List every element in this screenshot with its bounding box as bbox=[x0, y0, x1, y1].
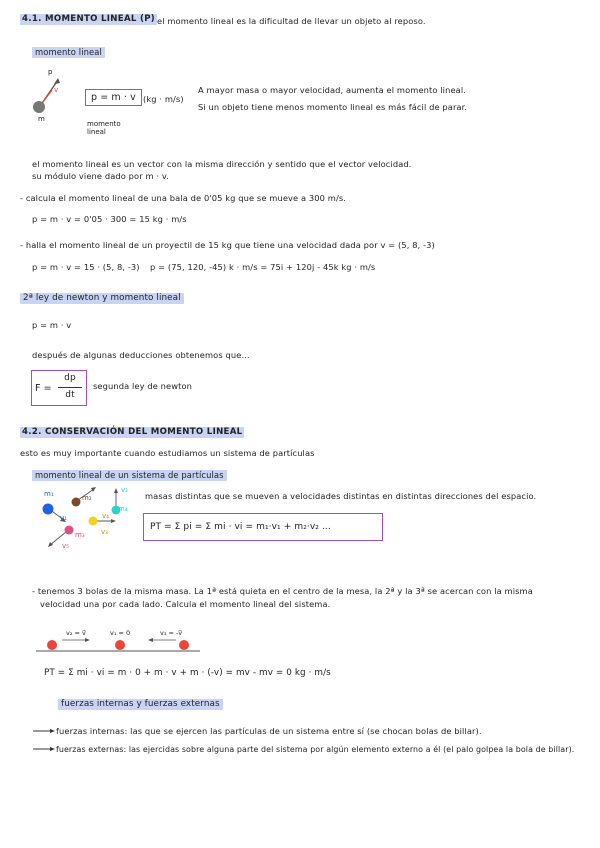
section-1-title: MOMENTO LINEAL (P) bbox=[45, 14, 156, 24]
newton-formula-box bbox=[31, 370, 87, 406]
example-1-solution: p = m · v = 0'05 · 300 = 15 kg · m/s bbox=[32, 214, 187, 224]
particle-m3 bbox=[89, 517, 98, 526]
example-3-solution: PT = Σ mi · vi = m · 0 + m · v + m · (-v) = mv - mv = 0 kg · m/s bbox=[44, 668, 331, 678]
section-2-heading bbox=[20, 427, 244, 438]
particle-m1 bbox=[43, 504, 54, 515]
newton-caption: segunda ley de newton bbox=[93, 381, 193, 391]
note-easier-stop: Si un objeto tiene menos momento lineal es más fácil de parar. bbox=[198, 102, 468, 112]
subtitle-particle-system: momento lineal de un sistema de partículas bbox=[32, 470, 227, 481]
example-2-solution-b: p = (75, 120, -45) k · m/s = 75i + 120j - 45k kg · m/s bbox=[150, 262, 376, 272]
external-forces-text: fuerzas externas: las ejercidas sobre alguna parte del sistema por algún elemento externo a él (el palo golpea la bola de billar). bbox=[56, 745, 575, 754]
ball-left bbox=[47, 640, 57, 650]
label-v2-left: v₂ = v⃗ bbox=[66, 629, 86, 637]
label-v3-right: v₃ = -v⃗ bbox=[160, 629, 183, 637]
newton-lhs: F = bbox=[35, 383, 52, 394]
forces-title: fuerzas internas y fuerzas externas bbox=[58, 699, 223, 710]
label-v3: v₃ bbox=[101, 528, 108, 536]
momentum-formula: p = m · v bbox=[91, 92, 136, 103]
note-line-1: momento bbox=[87, 120, 121, 128]
label-m4: m₄ bbox=[118, 505, 128, 513]
newton-numerator: dp bbox=[64, 373, 76, 383]
subtitle-momento-lineal: momento lineal bbox=[32, 47, 105, 58]
section-1-number: 4.1. bbox=[22, 14, 42, 24]
label-v4: v₄ bbox=[102, 512, 109, 520]
example-2-solution-a: p = m · v = 15 · (5, 8, -3) bbox=[32, 262, 140, 272]
particle-m5 bbox=[65, 526, 74, 535]
momentum-arrow-head bbox=[54, 78, 60, 84]
ball-right bbox=[179, 640, 189, 650]
label-p: p bbox=[48, 68, 53, 76]
note-mass-velocity: A mayor masa o mayor velocidad, aumenta el momento lineal. bbox=[198, 85, 466, 95]
example-3-line-1: - tenemos 3 bolas de la misma masa. La 1ª está quieta en el centro de la mesa, la 2ª y la 3ª se acercan con la misma bbox=[32, 586, 533, 596]
particle-description: masas distintas que se mueven a velocidades distintas en distintas direcciones del espacio. bbox=[145, 491, 537, 501]
section-2-intro: esto es muy importante cuando estudiamos un sistema de partículas bbox=[20, 448, 315, 458]
internal-forces-text: fuerzas internas: las que se ejercen las partículas de un sistema entre sí (se chocan bolas de billar). bbox=[56, 726, 482, 736]
momentum-units: (kg · m/s) bbox=[143, 94, 184, 104]
section-2-number: 4.2. bbox=[22, 427, 42, 437]
arrow-internal-head bbox=[50, 729, 55, 733]
label-v: v bbox=[54, 86, 59, 94]
momentum-formula-box bbox=[85, 89, 142, 106]
label-m2: m₂ bbox=[82, 494, 92, 502]
arrow-external-head bbox=[50, 747, 55, 751]
label-v1-center: v₁ = 0 bbox=[110, 629, 131, 637]
example-3-line-2: velocidad una por cada lado. Calcula el momento lineal del sistema. bbox=[40, 599, 331, 609]
fraction-bar bbox=[58, 387, 82, 388]
label-m1: m₁ bbox=[44, 490, 54, 498]
label-m: m bbox=[38, 115, 45, 123]
label-v5: v₅ bbox=[62, 542, 69, 550]
example-1-statement: - calcula el momento lineal de una bala de 0'05 kg que se mueve a 300 m/s. bbox=[20, 193, 347, 203]
momento-lineal-note bbox=[87, 120, 121, 136]
ball-center bbox=[115, 640, 125, 650]
newton-section-title: 2ª ley de newton y momento lineal bbox=[20, 293, 184, 304]
label-v2: v₂ bbox=[121, 486, 128, 494]
particle-m2 bbox=[72, 498, 81, 507]
vector-text-line-1: el momento lineal es un vector con la misma dirección y sentido que el vector velocidad. bbox=[32, 159, 412, 169]
label-m3: m₃ bbox=[75, 531, 85, 539]
momentum-definition: el momento lineal es la dificultad de llevar un objeto al reposo. bbox=[157, 16, 426, 26]
newton-denominator: dt bbox=[65, 390, 75, 400]
newton-momentum-formula: p = m · v bbox=[32, 320, 72, 330]
label-v1: v₁ bbox=[60, 514, 67, 522]
total-momentum-formula-box bbox=[143, 513, 383, 541]
newton-deduction-text: después de algunas deducciones obtenemos que... bbox=[32, 350, 250, 360]
ball-mass bbox=[33, 101, 45, 113]
section-2-title: CONSERVACIÓN DEL MOMENTO LINEAL bbox=[45, 427, 243, 437]
example-2-statement: - halla el momento lineal de un proyectil de 15 kg que tiene una velocidad dada por v = (5, 8, -3) bbox=[20, 240, 435, 250]
total-momentum-formula: PT = Σ pi = Σ mi · vi = m₁·v₁ + m₂·v₂ ... bbox=[150, 522, 331, 532]
vector-text-line-2: su módulo viene dado por m · v. bbox=[32, 171, 169, 181]
note-line-2: lineal bbox=[87, 128, 106, 136]
